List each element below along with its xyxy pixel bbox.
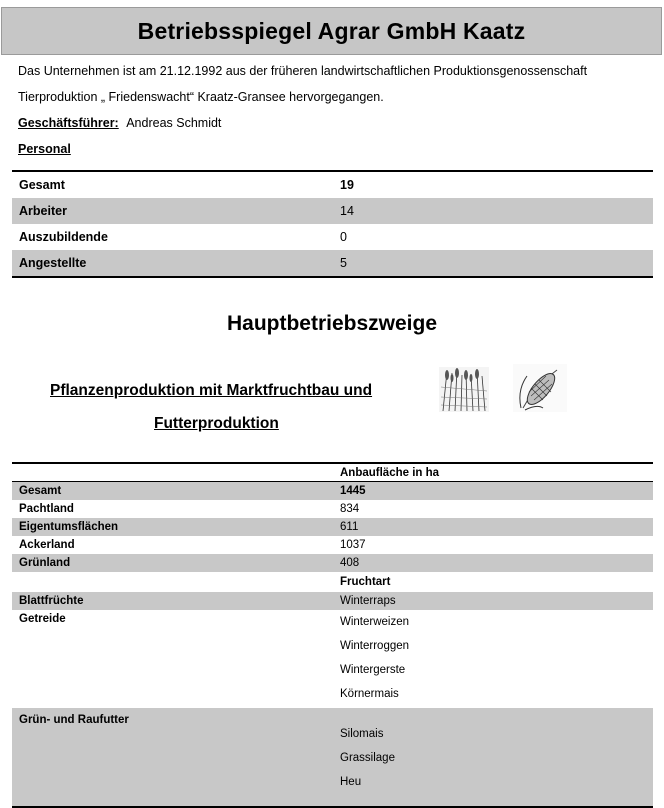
table-row: Gesamt 1445 bbox=[12, 482, 653, 500]
intro-line-2: Tierproduktion „ Friedenswacht“ Kraatz-Gransee hervorgegangen. bbox=[18, 90, 384, 104]
header-crop: Fruchtart bbox=[340, 576, 391, 588]
header-area: Anbaufläche in ha bbox=[340, 466, 440, 479]
page-title: Betriebsspiegel Agrar GmbH Kaatz bbox=[1, 7, 662, 55]
manager-name: Andreas Schmidt bbox=[126, 116, 222, 130]
table-row bbox=[12, 250, 653, 276]
section-heading: Hauptbetriebszweige bbox=[226, 312, 438, 335]
manager-row bbox=[18, 116, 221, 130]
subheading-line-1: Pflanzenproduktion mit Marktfruchtbau und bbox=[50, 382, 373, 399]
table-header-row bbox=[12, 464, 653, 482]
table-row bbox=[12, 198, 653, 224]
table-row: Eigentumsflächen 611 bbox=[12, 518, 653, 536]
table-row: Pachtland 834 bbox=[19, 503, 360, 515]
table-row: Grün- und Raufutter Silomais Grassilage Heu bbox=[12, 708, 653, 806]
corn-cob-icon bbox=[513, 364, 567, 417]
row-value: 19 bbox=[340, 178, 354, 192]
table-row bbox=[12, 172, 653, 198]
row-label: Auszubildende bbox=[19, 230, 108, 244]
manager-label: Geschäftsführer: bbox=[18, 116, 119, 130]
staff-table bbox=[12, 170, 653, 278]
crop-header-row bbox=[12, 572, 653, 592]
table-row: Blattfrüchte Winterraps bbox=[12, 592, 653, 610]
table-row bbox=[12, 224, 653, 250]
row-value: 14 bbox=[340, 204, 354, 218]
row-label: Angestellte bbox=[19, 256, 87, 270]
table-row: Getreide Winterweizen Winterroggen Wintergerste Körnermais bbox=[19, 613, 410, 700]
wheat-sketch-icon bbox=[439, 367, 489, 417]
table-row: Ackerland 1037 bbox=[19, 539, 366, 551]
table-row: Grünland 408 bbox=[12, 554, 653, 572]
intro-line-1: Das Unternehmen ist am 21.12.1992 aus der früheren landwirtschaftlichen Produktionsgenossenschaft bbox=[18, 64, 588, 78]
row-label: Arbeiter bbox=[19, 204, 67, 218]
area-table bbox=[12, 462, 653, 808]
row-value: 0 bbox=[340, 230, 347, 244]
personal-heading: Personal bbox=[18, 142, 71, 156]
row-value: 5 bbox=[340, 256, 347, 270]
row-label: Gesamt bbox=[19, 178, 65, 192]
subheading-line-2: Futterproduktion bbox=[154, 415, 279, 432]
